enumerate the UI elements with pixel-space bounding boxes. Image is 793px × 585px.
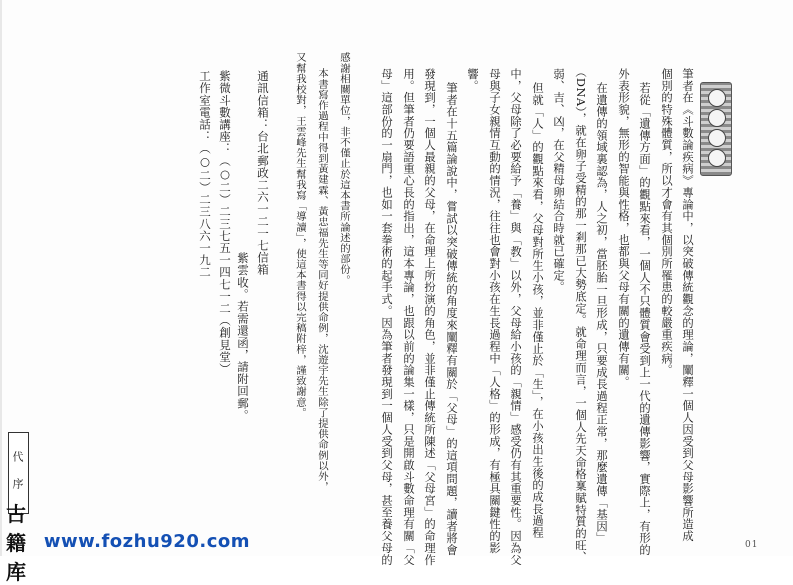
studio-phone: 工作室電話：（○二）二三八六一九二 xyxy=(198,70,212,279)
preface-column: 母」這部份的一扇門，也如一套拳術的起手式。因為筆者發現到一個人受到父母，甚至養父母的 xyxy=(380,68,393,566)
site-watermark xyxy=(0,501,250,584)
preface-column: 弱、吉、凶，在父精母卵結合時就已確定。 xyxy=(552,68,565,294)
acknowledgement-column: 本書寫作過程中得到黃建霖、黃忠福先生等同好提供命例，沈遊宇先生除了提供命例以外， xyxy=(316,68,328,492)
preface-column: 響。 xyxy=(466,68,479,92)
preface-column: 中，父母除了必要給予「養」與「教」以外，父母給小孩的「親情」感受仍有其重要性。因為父 xyxy=(509,68,522,566)
ornament-gem-icon xyxy=(708,89,726,107)
preface-column: 筆者在《斗數論疾病》專論中，以突破傳統觀念的理論，闡釋一個人因受到父母影響所造成 xyxy=(681,68,694,542)
preface-column: 用。但筆者仍要語重心長的指出，這本專論，也跟以前的論集一樣，只是開啟斗數命理有關「父 xyxy=(402,68,415,566)
preface-column: 外表形貌，無形的智能與性格，也都與父母有關的遺傳有關。 xyxy=(617,68,630,388)
ornament-gem-icon xyxy=(708,109,726,127)
ornament-gem-icon xyxy=(708,129,726,147)
watermark-url: www.fozhu920.com xyxy=(43,530,250,552)
preface-column: 母與子女親情互動的情況，往往也會對小孩在生長過程中「人格」的形成，有極具關鍵性的影 xyxy=(488,68,501,554)
preface-column: （DNA），就在卵子受精的那一剎那已大勢底定。就命理而言，一個人先天命格稟賦特質的旺、 xyxy=(574,66,587,564)
preface-column: 但就「人」的觀點來看，父母對所生小孩，並非僅止於「生」，在小孩出生後的成長過程 xyxy=(531,82,544,539)
acknowledgement-column: 又幫我校對，王雲峰先生幫我寫「導讀」，使這本書得以完稿附梓，謹致謝意。 xyxy=(294,52,306,418)
preface-column: 若從「遺傳方面」的觀點來看，一個人不只體質會受到上一代的遺傳影響，實際上，有形的 xyxy=(638,82,651,556)
acknowledgement-column: 感謝相關單位，非不僅止於這本書所論述的部份。 xyxy=(338,52,350,286)
preface-column: 發現到，一個人最親的父母，在命理上所扮演的角色，並非僅止傳統所陳述「父母宮」的命理作 xyxy=(423,68,436,566)
mail-recipient: 紫雲收。若需還函，請附回郵。 xyxy=(236,252,250,422)
page-edge xyxy=(0,0,2,556)
mail-address: 通訊信箱：台北郵政二六一二一七信箱 xyxy=(256,70,270,276)
ornament-gem-icon xyxy=(708,149,726,167)
page-number: 01 xyxy=(745,540,759,550)
ornamental-title-band-icon xyxy=(700,82,732,176)
preface-column: 在遺傳的領域裏認為，人之初，當胚胎一旦形成，只要成長過程正常，那麼遺傳「基因」 xyxy=(595,82,608,545)
watermark-name: 古籍库 xyxy=(6,501,26,584)
preface-column: 個別的特殊體質，所以才會有其個別所罹患的較嚴重疾病。 xyxy=(660,68,673,377)
lecture-phone: 紫微斗數講座：（○二）二三七五一四七一二（創見堂） xyxy=(218,70,232,375)
section-tab: 代序 xyxy=(8,432,29,514)
preface-column: 筆者在十五篇論說中，嘗試以突破傳統的角度來闡釋有關於「父母」的這項問題，讀者將會 xyxy=(445,82,458,556)
